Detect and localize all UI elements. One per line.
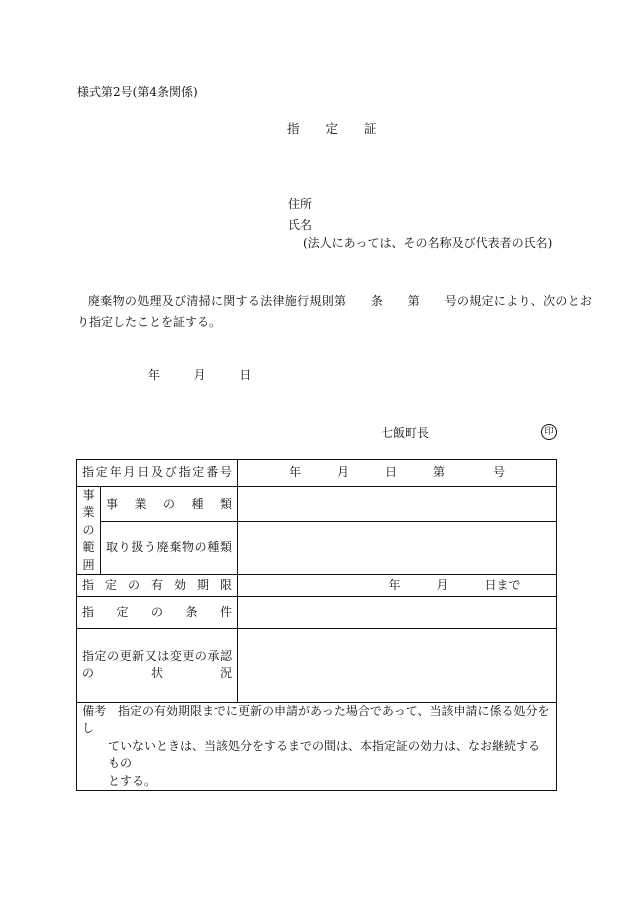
- table-row: [77, 522, 557, 575]
- body-text-line-1: 廃棄物の処理及び清掃に関する法律施行規則第 条 第 号の規定により、次のとお: [88, 294, 593, 308]
- designation-date-number-label: 指定年月日及び指定番号: [77, 460, 238, 487]
- table-row: [77, 628, 557, 702]
- validity-period-label: 指定の有効期限: [77, 574, 238, 596]
- note-row: [77, 702, 557, 790]
- table-row: [77, 596, 557, 628]
- designation-table: [76, 459, 557, 791]
- issue-date-day: 日: [239, 368, 252, 382]
- remarks-line-3: とする。: [108, 773, 157, 788]
- waste-type-label: 取り扱う廃棄物の種類: [101, 522, 238, 575]
- issue-date-year: 年: [148, 368, 161, 382]
- form-number: 様式第2号(第4条関係): [77, 85, 198, 99]
- renewal-status-value[interactable]: [238, 628, 557, 702]
- waste-type-value[interactable]: [238, 522, 557, 575]
- table-row: [77, 460, 557, 487]
- table-row: [77, 574, 557, 596]
- body-text-line-2: り指定したことを証する。: [77, 315, 222, 329]
- document-title: 指 定 証: [287, 121, 388, 136]
- issue-date: [148, 369, 251, 381]
- business-type-value[interactable]: [238, 487, 557, 522]
- table-row: [77, 487, 557, 522]
- seal-mark: 印: [541, 424, 557, 440]
- business-type-label: 事 業 の 種 類: [101, 487, 238, 522]
- remarks: [77, 702, 557, 790]
- designation-date-number-value: 年 月 日 第 号: [238, 460, 557, 487]
- corporate-note: (法人にあっては、その名称及び代表者の氏名): [303, 236, 553, 250]
- conditions-label: 指定の条件: [77, 596, 238, 628]
- remarks-line-2: ていないときは、当該処分をするまでの間は、本指定証の効力は、なお継続するもの: [108, 738, 541, 771]
- business-scope-group-label: 事 業 の 範 囲: [77, 487, 101, 575]
- address-label: 住所: [288, 197, 313, 211]
- conditions-value[interactable]: [238, 596, 557, 628]
- validity-period-value: 年 月 日まで: [238, 574, 557, 596]
- issuer-mayor: 七飯町長: [381, 426, 430, 440]
- name-label: 氏名: [288, 218, 313, 232]
- remarks-line-1: 備考 指定の有効期限までに更新の申請があった場合であって、当該申請に係る処分をし: [82, 703, 550, 736]
- renewal-status-label: 指定の更新又は変更の承認 の 状 況: [77, 628, 238, 702]
- issue-date-month: 月: [193, 368, 206, 382]
